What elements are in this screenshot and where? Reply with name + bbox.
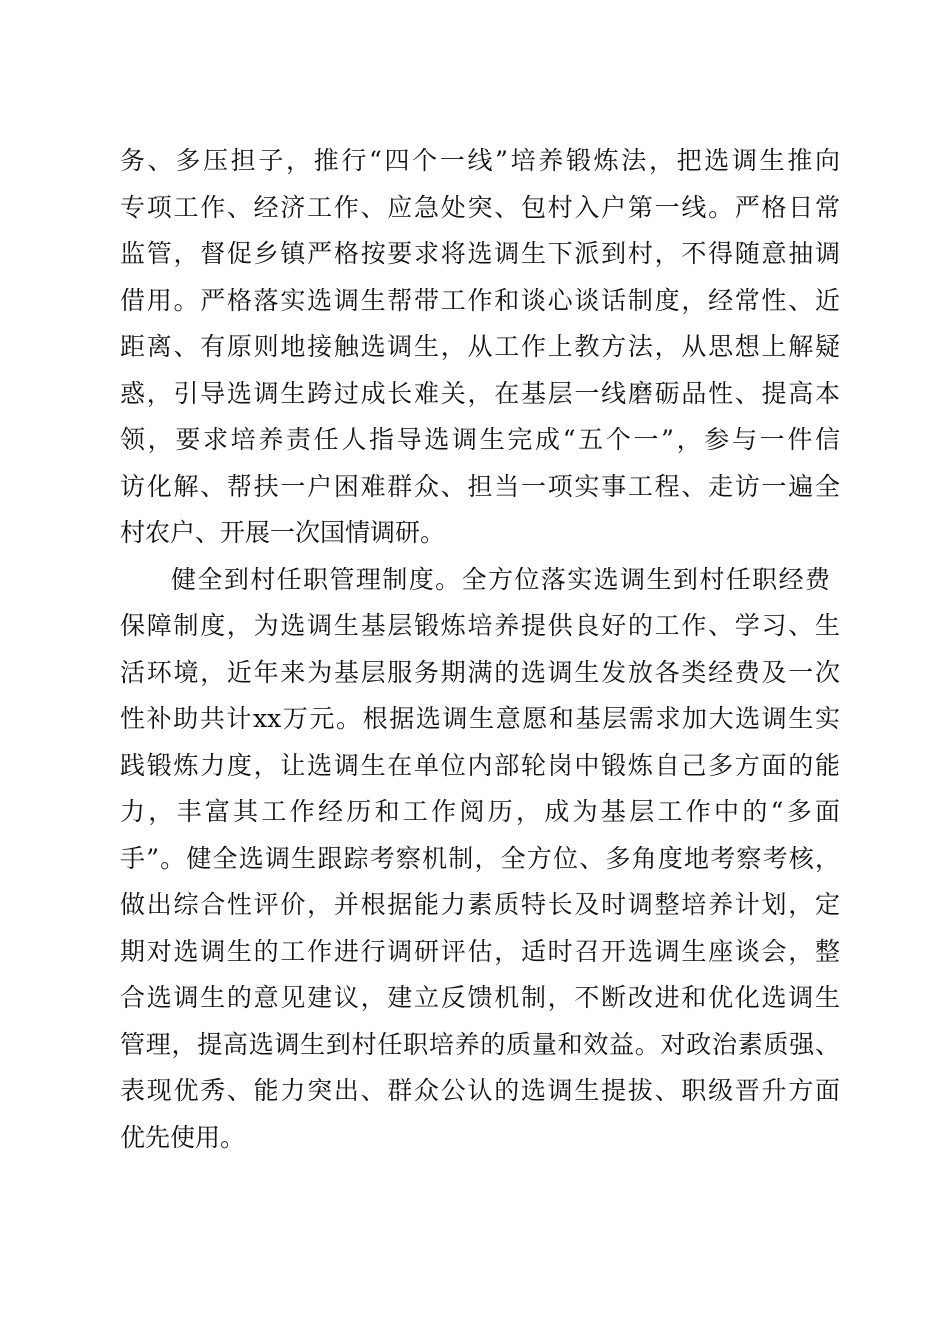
p2-line-3: 活环境，近年来为基层服务期满的选调生发放各类经费及一次 <box>120 658 840 687</box>
p2-line-11: 管理，提高选调生到村任职培养的质量和效益。对政治素质强、 <box>120 1030 840 1059</box>
p2-line-4: 性补助共计xx万元。根据选调生意愿和基层需求加大选调生实 <box>120 704 840 733</box>
p1-line-5: 距离、有原则地接触选调生，从工作上教方法，从思想上解疑 <box>120 332 840 361</box>
p2-line-10: 合选调生的意见建议，建立反馈机制，不断改进和优化选调生 <box>120 983 840 1012</box>
p1-line-1: 务、多压担子，推行“四个一线”培养锻炼法，把选调生推向 <box>120 146 840 175</box>
p2-line-13: 优先使用。 <box>120 1123 246 1152</box>
p2-line-1: 健全到村任职管理制度。全方位落实选调生到村任职经费 <box>171 565 830 594</box>
p1-line-7: 领，要求培养责任人指导选调生完成“五个一”，参与一件信 <box>120 425 840 454</box>
p2-line-6: 力，丰富其工作经历和工作阅历，成为基层工作中的“多面 <box>120 797 840 826</box>
p1-line-6: 惑，引导选调生跨过成长难关，在基层一线磨砺品性、提高本 <box>120 379 840 408</box>
p1-line-2: 专项工作、经济工作、应急处突、包村入户第一线。严格日常 <box>120 193 840 222</box>
p2-line-8: 做出综合性评价，并根据能力素质特长及时调整培养计划，定 <box>120 890 840 919</box>
p1-line-3: 监管，督促乡镇严格按要求将选调生下派到村，不得随意抽调 <box>120 239 840 268</box>
p1-line-8: 访化解、帮扶一户困难群众、担当一项实事工程、走访一遍全 <box>120 472 840 501</box>
p2-line-2: 保障制度，为选调生基层锻炼培养提供良好的工作、学习、生 <box>120 611 840 640</box>
p1-line-9: 村农户、开展一次国情调研。 <box>120 518 446 547</box>
p2-line-12: 表现优秀、能力突出、群众公认的选调生提拔、职级晋升方面 <box>120 1076 840 1105</box>
p2-line-9: 期对选调生的工作进行调研评估，适时召开选调生座谈会，整 <box>120 937 840 966</box>
p1-line-4: 借用。严格落实选调生帮带工作和谈心谈话制度，经常性、近 <box>120 286 840 315</box>
p2-line-7: 手”。健全选调生跟踪考察机制，全方位、多角度地考察考核， <box>120 844 840 873</box>
p2-line-5: 践锻炼力度，让选调生在单位内部轮岗中锻炼自己多方面的能 <box>120 751 840 780</box>
